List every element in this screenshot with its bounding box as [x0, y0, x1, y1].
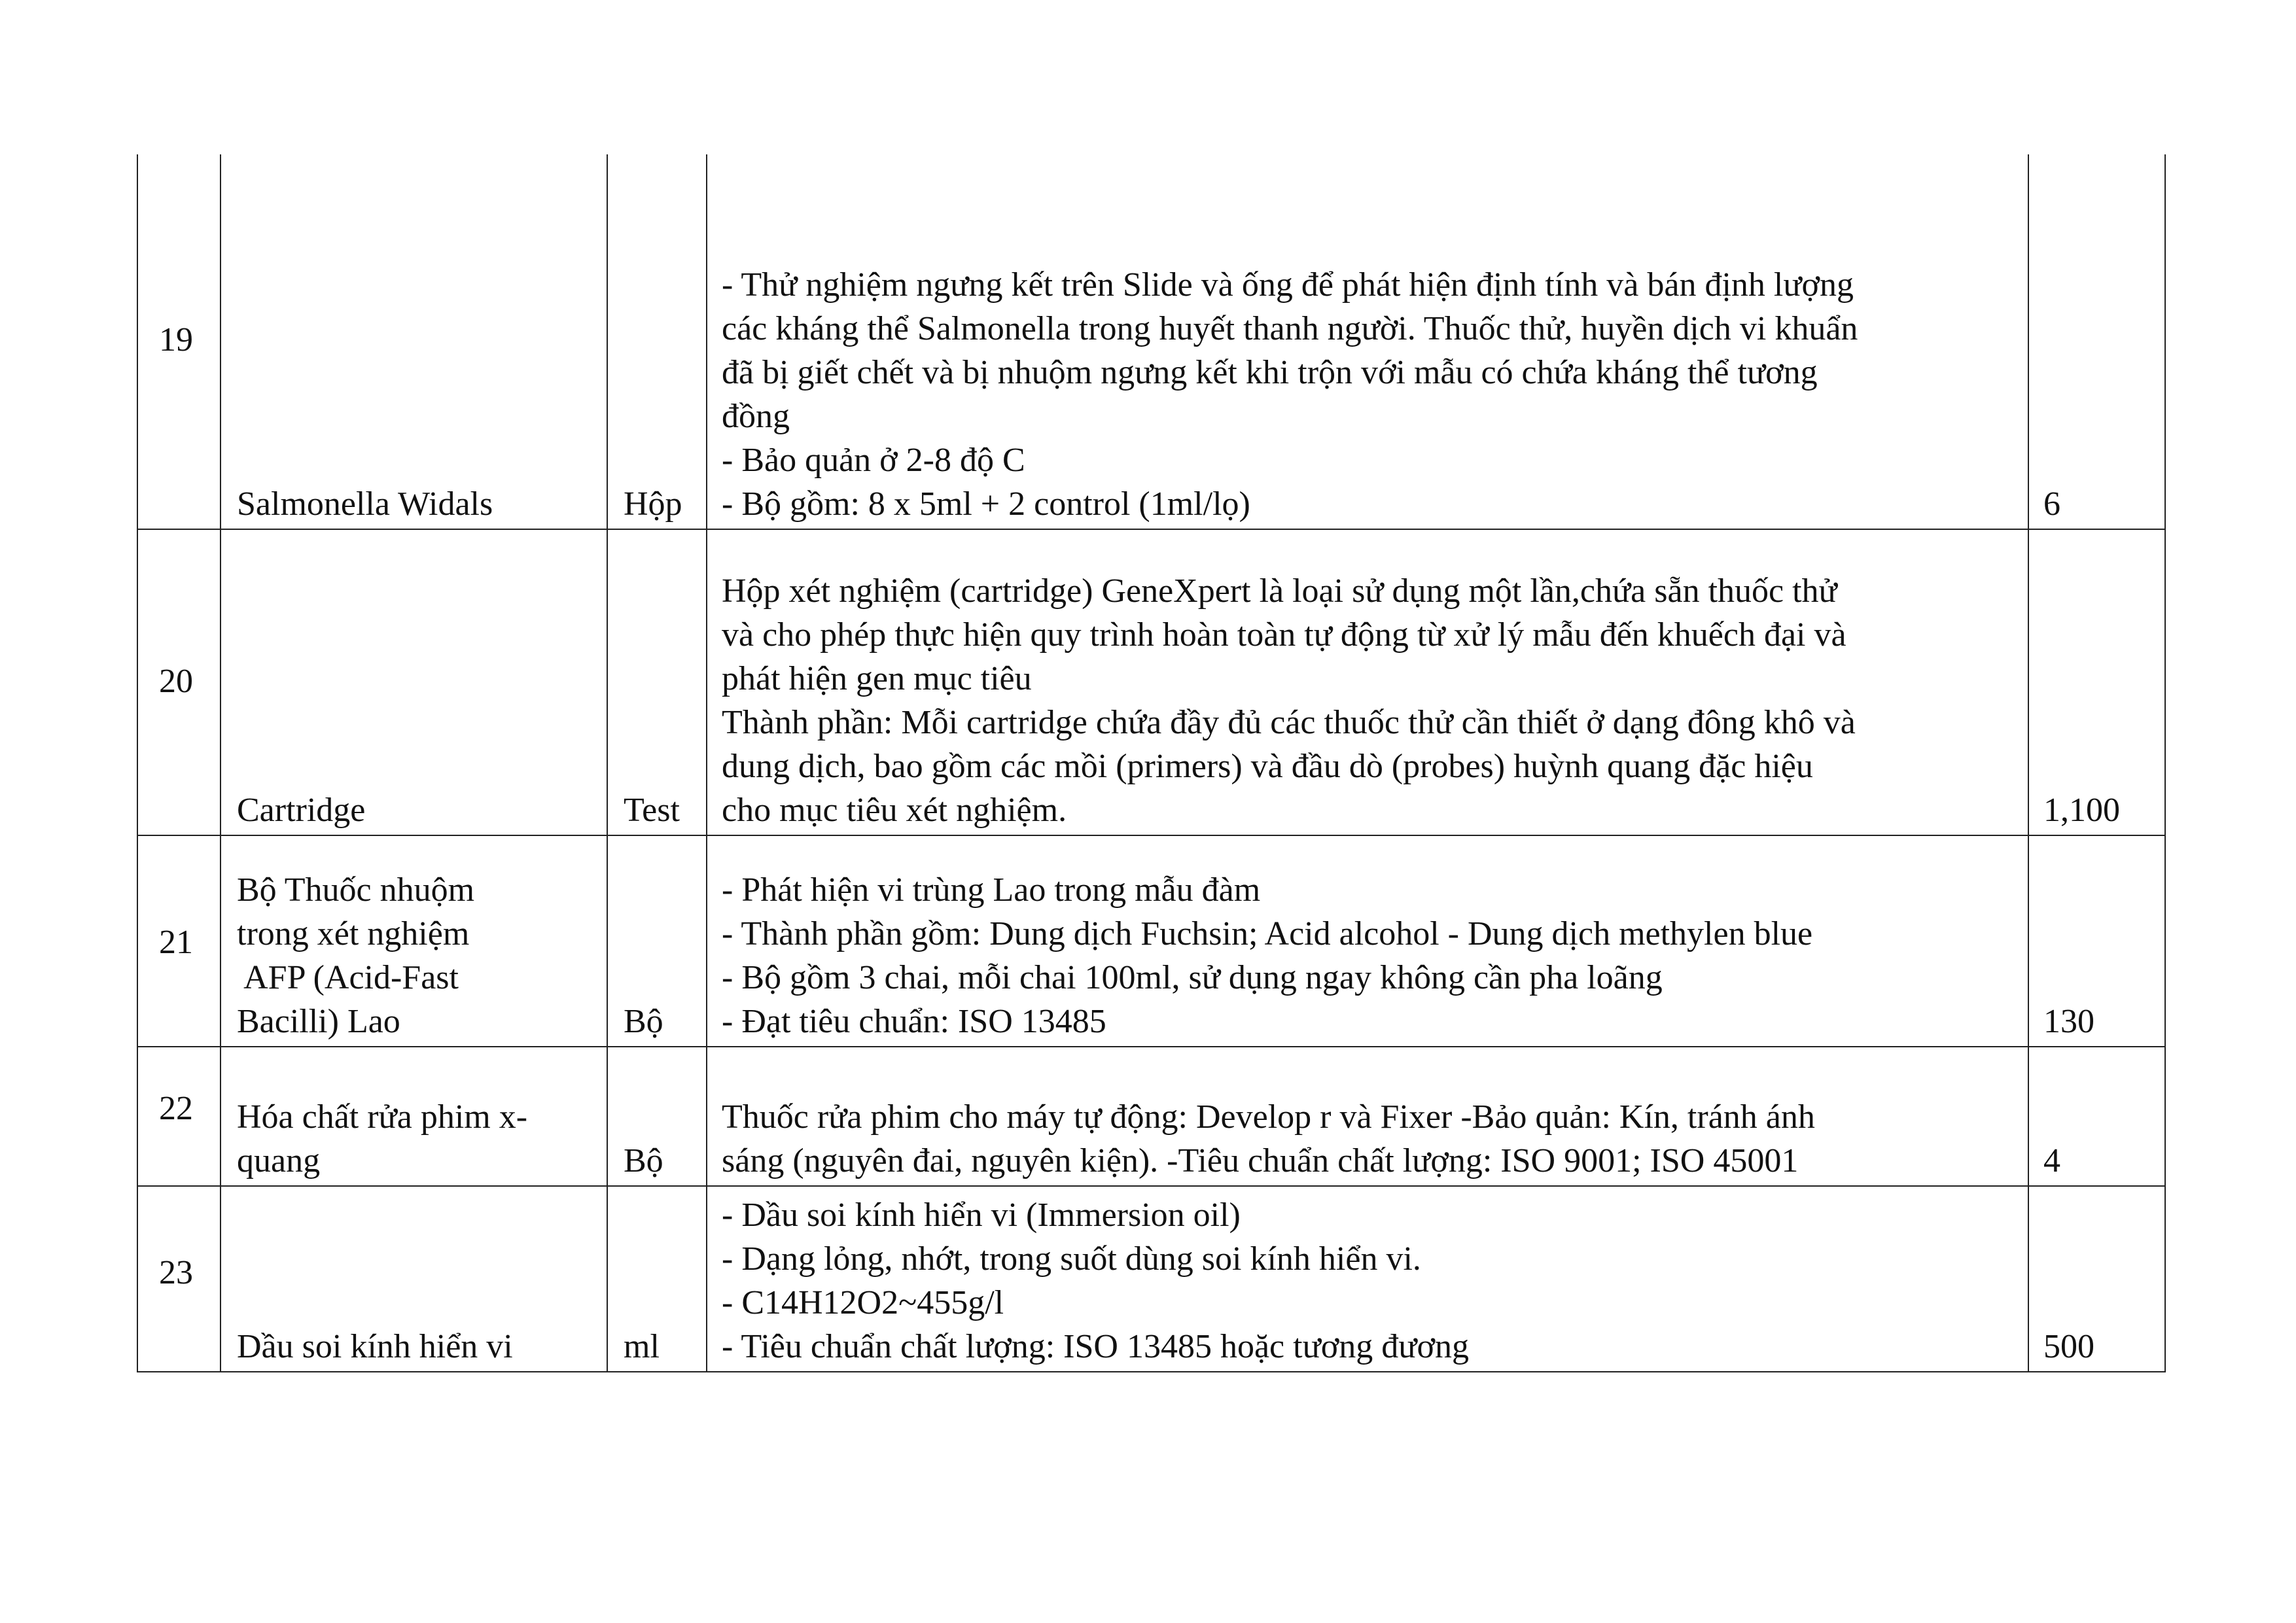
column-border: [137, 154, 138, 1372]
item-name-line: trong xét nghiệm: [237, 915, 470, 952]
table-row: [137, 1047, 2166, 1187]
description-line: - Dạng lỏng, nhớt, trong suốt dùng soi kính hiển vi.: [722, 1240, 1421, 1278]
description-line: - Thành phần gồm: Dung dịch Fuchsin; Acid alcohol - Dung dịch methylen blue: [722, 915, 1813, 952]
item-unit: ml: [624, 1328, 660, 1365]
description-line: - Dầu soi kính hiển vi (Immersion oil): [722, 1196, 1241, 1234]
item-name: [237, 482, 493, 526]
description-line: cho mục tiêu xét nghiệm.: [722, 792, 1067, 829]
item-name: [237, 788, 365, 832]
item-description: [722, 868, 1812, 1043]
description-line: - Bộ gồm: 8 x 5ml + 2 control (1ml/lọ): [722, 485, 1250, 523]
item-name-line: quang: [237, 1142, 321, 1179]
row-number: 19: [159, 321, 193, 358]
description-line: phát hiện gen mục tiêu: [722, 660, 1032, 697]
description-line: các kháng thể Salmonella trong huyết thanh người. Thuốc thử, huyền dịch vi khuẩn: [722, 310, 1858, 347]
column-border: [2028, 154, 2029, 1372]
description-line: - Thử nghiệm ngưng kết trên Slide và ống để phát hiện định tính và bán định lượng: [722, 266, 1854, 304]
row-number: 20: [159, 663, 193, 700]
description-line: - Bộ gồm 3 chai, mỗi chai 100ml, sử dụng ngay không cần pha loãng: [722, 959, 1663, 996]
item-quantity: 6: [2043, 485, 2060, 523]
table-row: [137, 154, 2166, 530]
item-unit: Bộ: [624, 1142, 663, 1179]
description-line: - Đạt tiêu chuẩn: ISO 13485: [722, 1003, 1106, 1040]
description-line: - C14H12O2~455g/l: [722, 1284, 1004, 1321]
description-line: đã bị giết chết và bị nhuộm ngưng kết khi trộn với mẫu có chứa kháng thể tương: [722, 354, 1818, 391]
description-line: Hộp xét nghiệm (cartridge) GeneXpert là loại sử dụng một lần,chứa sẵn thuốc thử: [722, 572, 1837, 610]
table-row: [137, 836, 2166, 1047]
item-name-line: Dầu soi kính hiển vi: [237, 1328, 513, 1365]
item-unit: Bộ: [624, 1003, 663, 1040]
item-name: [237, 1095, 527, 1183]
row-number: 22: [159, 1090, 193, 1127]
item-name-line: Hóa chất rửa phim x-: [237, 1098, 528, 1136]
item-name-line: Bộ Thuốc nhuộm: [237, 871, 475, 909]
item-description: [722, 263, 1858, 526]
column-border: [2164, 154, 2166, 1372]
description-line: sáng (nguyên đai, nguyên kiện). -Tiêu chuẩn chất lượng: ISO 9001; ISO 45001: [722, 1142, 1799, 1179]
description-line: - Tiêu chuẩn chất lượng: ISO 13485 hoặc tương đương: [722, 1328, 1469, 1365]
item-name: [237, 868, 474, 1043]
table-row: [137, 530, 2166, 836]
item-unit: Test: [624, 792, 680, 829]
item-description: [722, 1095, 1815, 1183]
description-line: và cho phép thực hiện quy trình hoàn toàn tự động từ xử lý mẫu đến khuếch đại và: [722, 616, 1846, 654]
item-name-line: Cartridge: [237, 792, 366, 829]
description-line: - Phát hiện vi trùng Lao trong mẫu đàm: [722, 871, 1261, 909]
item-name-line: Bacilli) Lao: [237, 1003, 400, 1040]
column-border: [706, 154, 707, 1372]
item-description: [722, 569, 1856, 832]
item-quantity: 4: [2043, 1142, 2060, 1179]
item-name: [237, 1325, 513, 1369]
table-row: [137, 1187, 2166, 1372]
column-border: [607, 154, 608, 1372]
description-line: Thành phần: Mỗi cartridge chứa đầy đủ các thuốc thử cần thiết ở dạng đông khô và: [722, 704, 1856, 741]
row-number: 21: [159, 924, 193, 961]
item-quantity: 1,100: [2043, 792, 2120, 829]
item-name-line: AFP (Acid-Fast: [237, 959, 459, 996]
description-line: Thuốc rửa phim cho máy tự động: Develop r và Fixer -Bảo quản: Kín, tránh ánh: [722, 1098, 1815, 1136]
item-quantity: 130: [2043, 1003, 2094, 1040]
description-line: - Bảo quản ở 2-8 độ C: [722, 442, 1025, 479]
row-number: 23: [159, 1254, 193, 1291]
item-quantity: 500: [2043, 1328, 2094, 1365]
description-line: đồng: [722, 398, 790, 435]
item-name-line: Salmonella Widals: [237, 485, 493, 523]
supply-table: [137, 154, 2166, 1372]
column-border: [220, 154, 221, 1372]
item-unit: Hộp: [624, 485, 682, 523]
description-line: dung dịch, bao gồm các mồi (primers) và đầu dò (probes) huỳnh quang đặc hiệu: [722, 748, 1813, 785]
item-description: [722, 1193, 1469, 1369]
